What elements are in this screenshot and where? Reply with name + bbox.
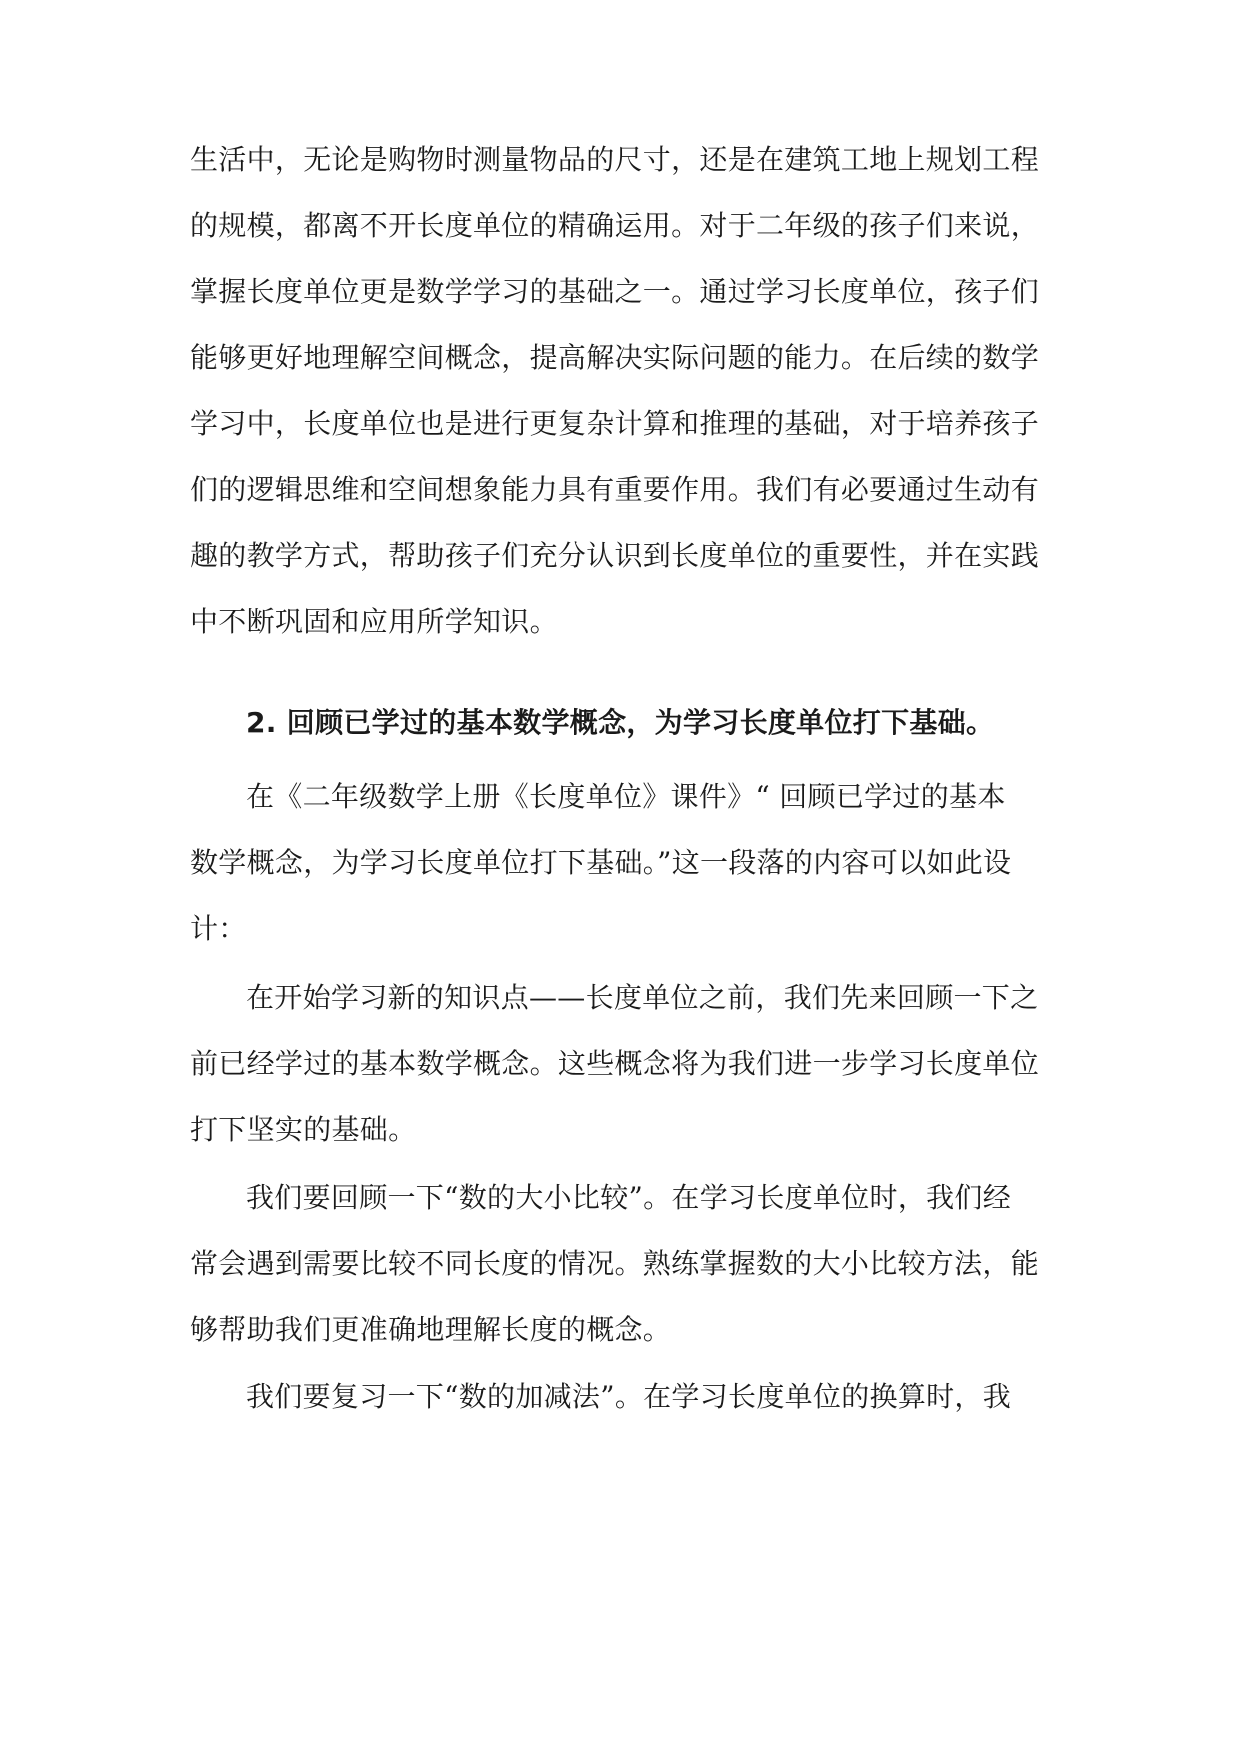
text-line: 数学概念，为学习长度单位打下基础。”这一段落的内容可以如此设 [190,846,1012,879]
text-line: 打下坚实的基础。 [190,1113,417,1146]
text-line: 学习中，长度单位也是进行更复杂计算和推理的基础，对于培养孩子 [190,407,1040,440]
text-line: 在开始学习新的知识点——长度单位之前，我们先来回顾一下之 [246,981,1039,1014]
text-line: 趣的教学方式，帮助孩子们充分认识到长度单位的重要性，并在实践 [190,539,1040,572]
text-line: 前已经学过的基本数学概念。这些概念将为我们进一步学习长度单位 [190,1047,1040,1080]
text-line: 我们要复习一下“数的加减法”。在学习长度单位的换算时，我 [246,1380,1012,1413]
text-line: 的规模，都离不开长度单位的精确运用。对于二年级的孩子们来说， [190,209,1040,242]
text-line: 们的逻辑思维和空间想象能力具有重要作用。我们有必要通过生动有 [190,473,1040,506]
text-line: 掌握长度单位更是数学学习的基础之一。通过学习长度单位，孩子们 [190,275,1040,308]
heading-line: 2. 回顾已学过的基本数学概念，为学习长度单位打下基础。 [246,706,995,739]
text-line: 常会遇到需要比较不同长度的情况。熟练掌握数的大小比较方法，能 [190,1247,1040,1280]
text-line: 够帮助我们更准确地理解长度的概念。 [190,1313,672,1346]
text-line: 能够更好地理解空间概念，提高解决实际问题的能力。在后续的数学 [190,341,1040,374]
text-line: 计： [190,912,247,945]
text-line: 生活中，无论是购物时测量物品的尺寸，还是在建筑工地上规划工程 [190,143,1040,176]
text-line: 我们要回顾一下“数的大小比较”。在学习长度单位时，我们经 [246,1181,1012,1214]
text-line: 中不断巩固和应用所学知识。 [190,605,558,638]
text-line: 在《二年级数学上册《长度单位》课件》“ 回顾已学过的基本 [246,780,1006,813]
